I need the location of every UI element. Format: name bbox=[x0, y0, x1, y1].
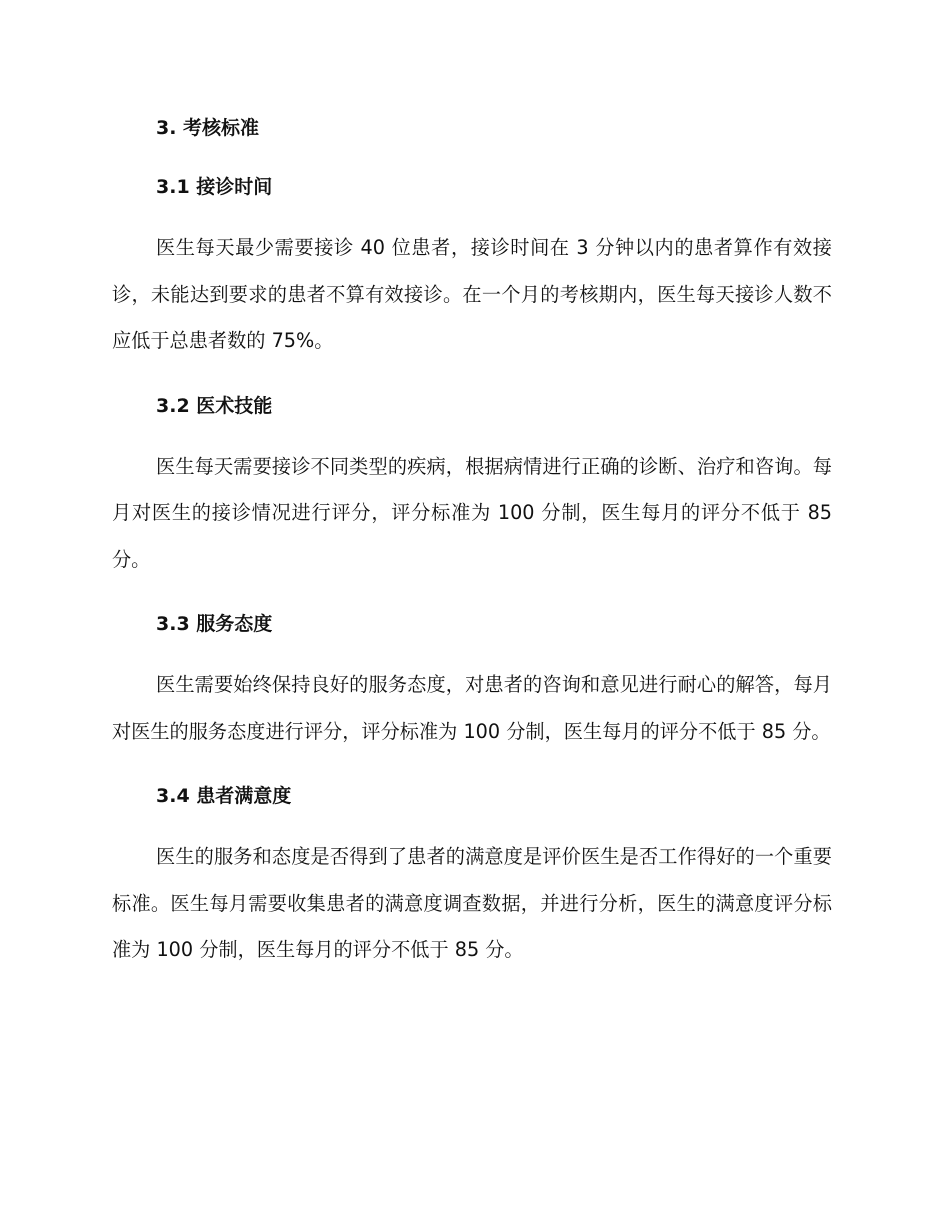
section-body-3-4: 医生的服务和态度是否得到了患者的满意度是评价医生是否工作得好的一个重要标准。医生每月需要收集患者的满意度调查数据，并进行分析，医生的满意度评分标准为 100 分制，医生每月的评分不低于 85 分。 bbox=[112, 845, 832, 961]
section-heading-3-3: 3.3 服务态度 bbox=[156, 613, 273, 635]
section-body-3-2: 医生每天需要接诊不同类型的疾病，根据病情进行正确的诊断、治疗和咨询。每月对医生的接诊情况进行评分，评分标准为 100 分制，医生每月的评分不低于 85 分。 bbox=[112, 454, 832, 571]
main-heading: 3. 考核标准 bbox=[156, 117, 260, 139]
section-heading-3-2: 3.2 医术技能 bbox=[156, 394, 273, 417]
section-heading-3-1: 3.1 接诊时间 bbox=[156, 176, 273, 198]
section-body-3-1: 医生每天最少需要接诊 40 位患者，接诊时间在 3 分钟以内的患者算作有效接诊，未能达到要求的患者不算有效接诊。在一个月的考核期内，医生每天接诊人数不应低于总患者数的 75%。 bbox=[112, 236, 832, 352]
document-body bbox=[112, 112, 832, 974]
section-body-3-3: 医生需要始终保持良好的服务态度，对患者的咨询和意见进行耐心的解答，每月对医生的服务态度进行评分，评分标准为 100 分制，医生每月的评分不低于 85 分。 bbox=[112, 673, 832, 743]
section-heading-3-4: 3.4 患者满意度 bbox=[156, 785, 292, 807]
